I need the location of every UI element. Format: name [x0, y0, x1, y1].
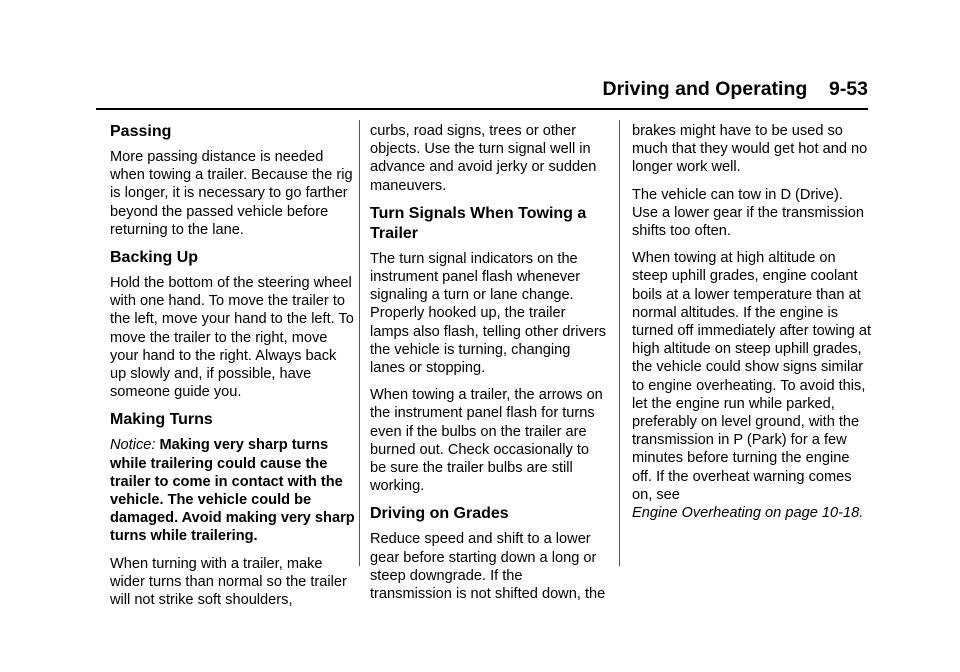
- notice-text: Making very sharp turns while trailering could cause the trailer to come in contact with the vehicle. The vehicle could be damaged. Avoid making very sharp turns while trailering.: [110, 437, 355, 545]
- heading-turn-signals: Turn Signals When Towing a Trailer: [370, 204, 587, 242]
- page-number: 9-53: [828, 78, 868, 100]
- paragraph: curbs, road signs, trees or other objects. Use the turn signal well in advance and avoid jerky or sudden maneuvers.: [370, 123, 597, 194]
- heading-driving-on-grades: Driving on Grades: [370, 505, 509, 523]
- notice-label: Notice:: [110, 437, 156, 454]
- paragraph-text: When towing at high altitude on steep uphill grades, engine coolant boils at a lower temperature than at normal altitudes. If the engine is turned off immediately after towing at high altitude on steep uphill grades, the vehicle could show signs similar to engine overheating. To avoid this, let the engine run while parked, preferably on level ground, with the transmission in P (Park) for a few minutes before turning the engine off. If the overheat warning comes on, see: [632, 250, 872, 503]
- heading-passing: Passing: [110, 123, 172, 140]
- column-3: [632, 122, 872, 531]
- paragraph: Hold the bottom of the steering wheel with one hand. To move the trailer to the left, move your hand to the left. To move the trailer to the right, move your hand to the right. Always back up slowly and, if possible, have someone guide you.: [110, 275, 354, 401]
- paragraph: brakes might have to be used so much that they would get hot and no longer work well.: [632, 123, 868, 176]
- paragraph: The turn signal indicators on the instrument panel flash whenever signaling a turn or lane change. Properly hooked up, the trailer lamps also flash, telling other drivers the vehicle is turning, changing lanes or stopping.: [370, 250, 607, 377]
- section-title: Driving and Operating: [602, 78, 808, 100]
- column-1: [110, 122, 355, 618]
- paragraph: When turning with a trailer, make wider turns than normal so the trailer will not strike soft shoulders,: [110, 555, 347, 609]
- paragraph: [632, 249, 872, 522]
- paragraph: The vehicle can tow in D (Drive). Use a lower gear if the transmission shifts too often.: [632, 186, 864, 240]
- column-divider: [619, 120, 620, 566]
- paragraph: When towing a trailer, the arrows on the instrument panel flash for turns even if the bulbs on the trailer are burned out. Check occasionally to be sure the trailer bulbs are still working.: [370, 387, 603, 495]
- heading-making-turns: Making Turns: [110, 411, 213, 429]
- notice-block: [110, 436, 355, 545]
- column-divider: [359, 120, 360, 566]
- header-title: [603, 78, 868, 101]
- cross-reference-link[interactable]: Engine Overheating on page 10-18.: [632, 505, 864, 522]
- paragraph: Reduce speed and shift to a lower gear before starting down a long or steep downgrade. If the transmission is not shifted down, the: [370, 531, 606, 603]
- page-header: [96, 78, 868, 110]
- heading-backing-up: Backing Up: [110, 249, 199, 267]
- column-2: [370, 122, 608, 612]
- paragraph: More passing distance is needed when towing a trailer. Because the rig is longer, it is necessary to go farther beyond the passed vehicle before returning to the lane.: [110, 149, 353, 238]
